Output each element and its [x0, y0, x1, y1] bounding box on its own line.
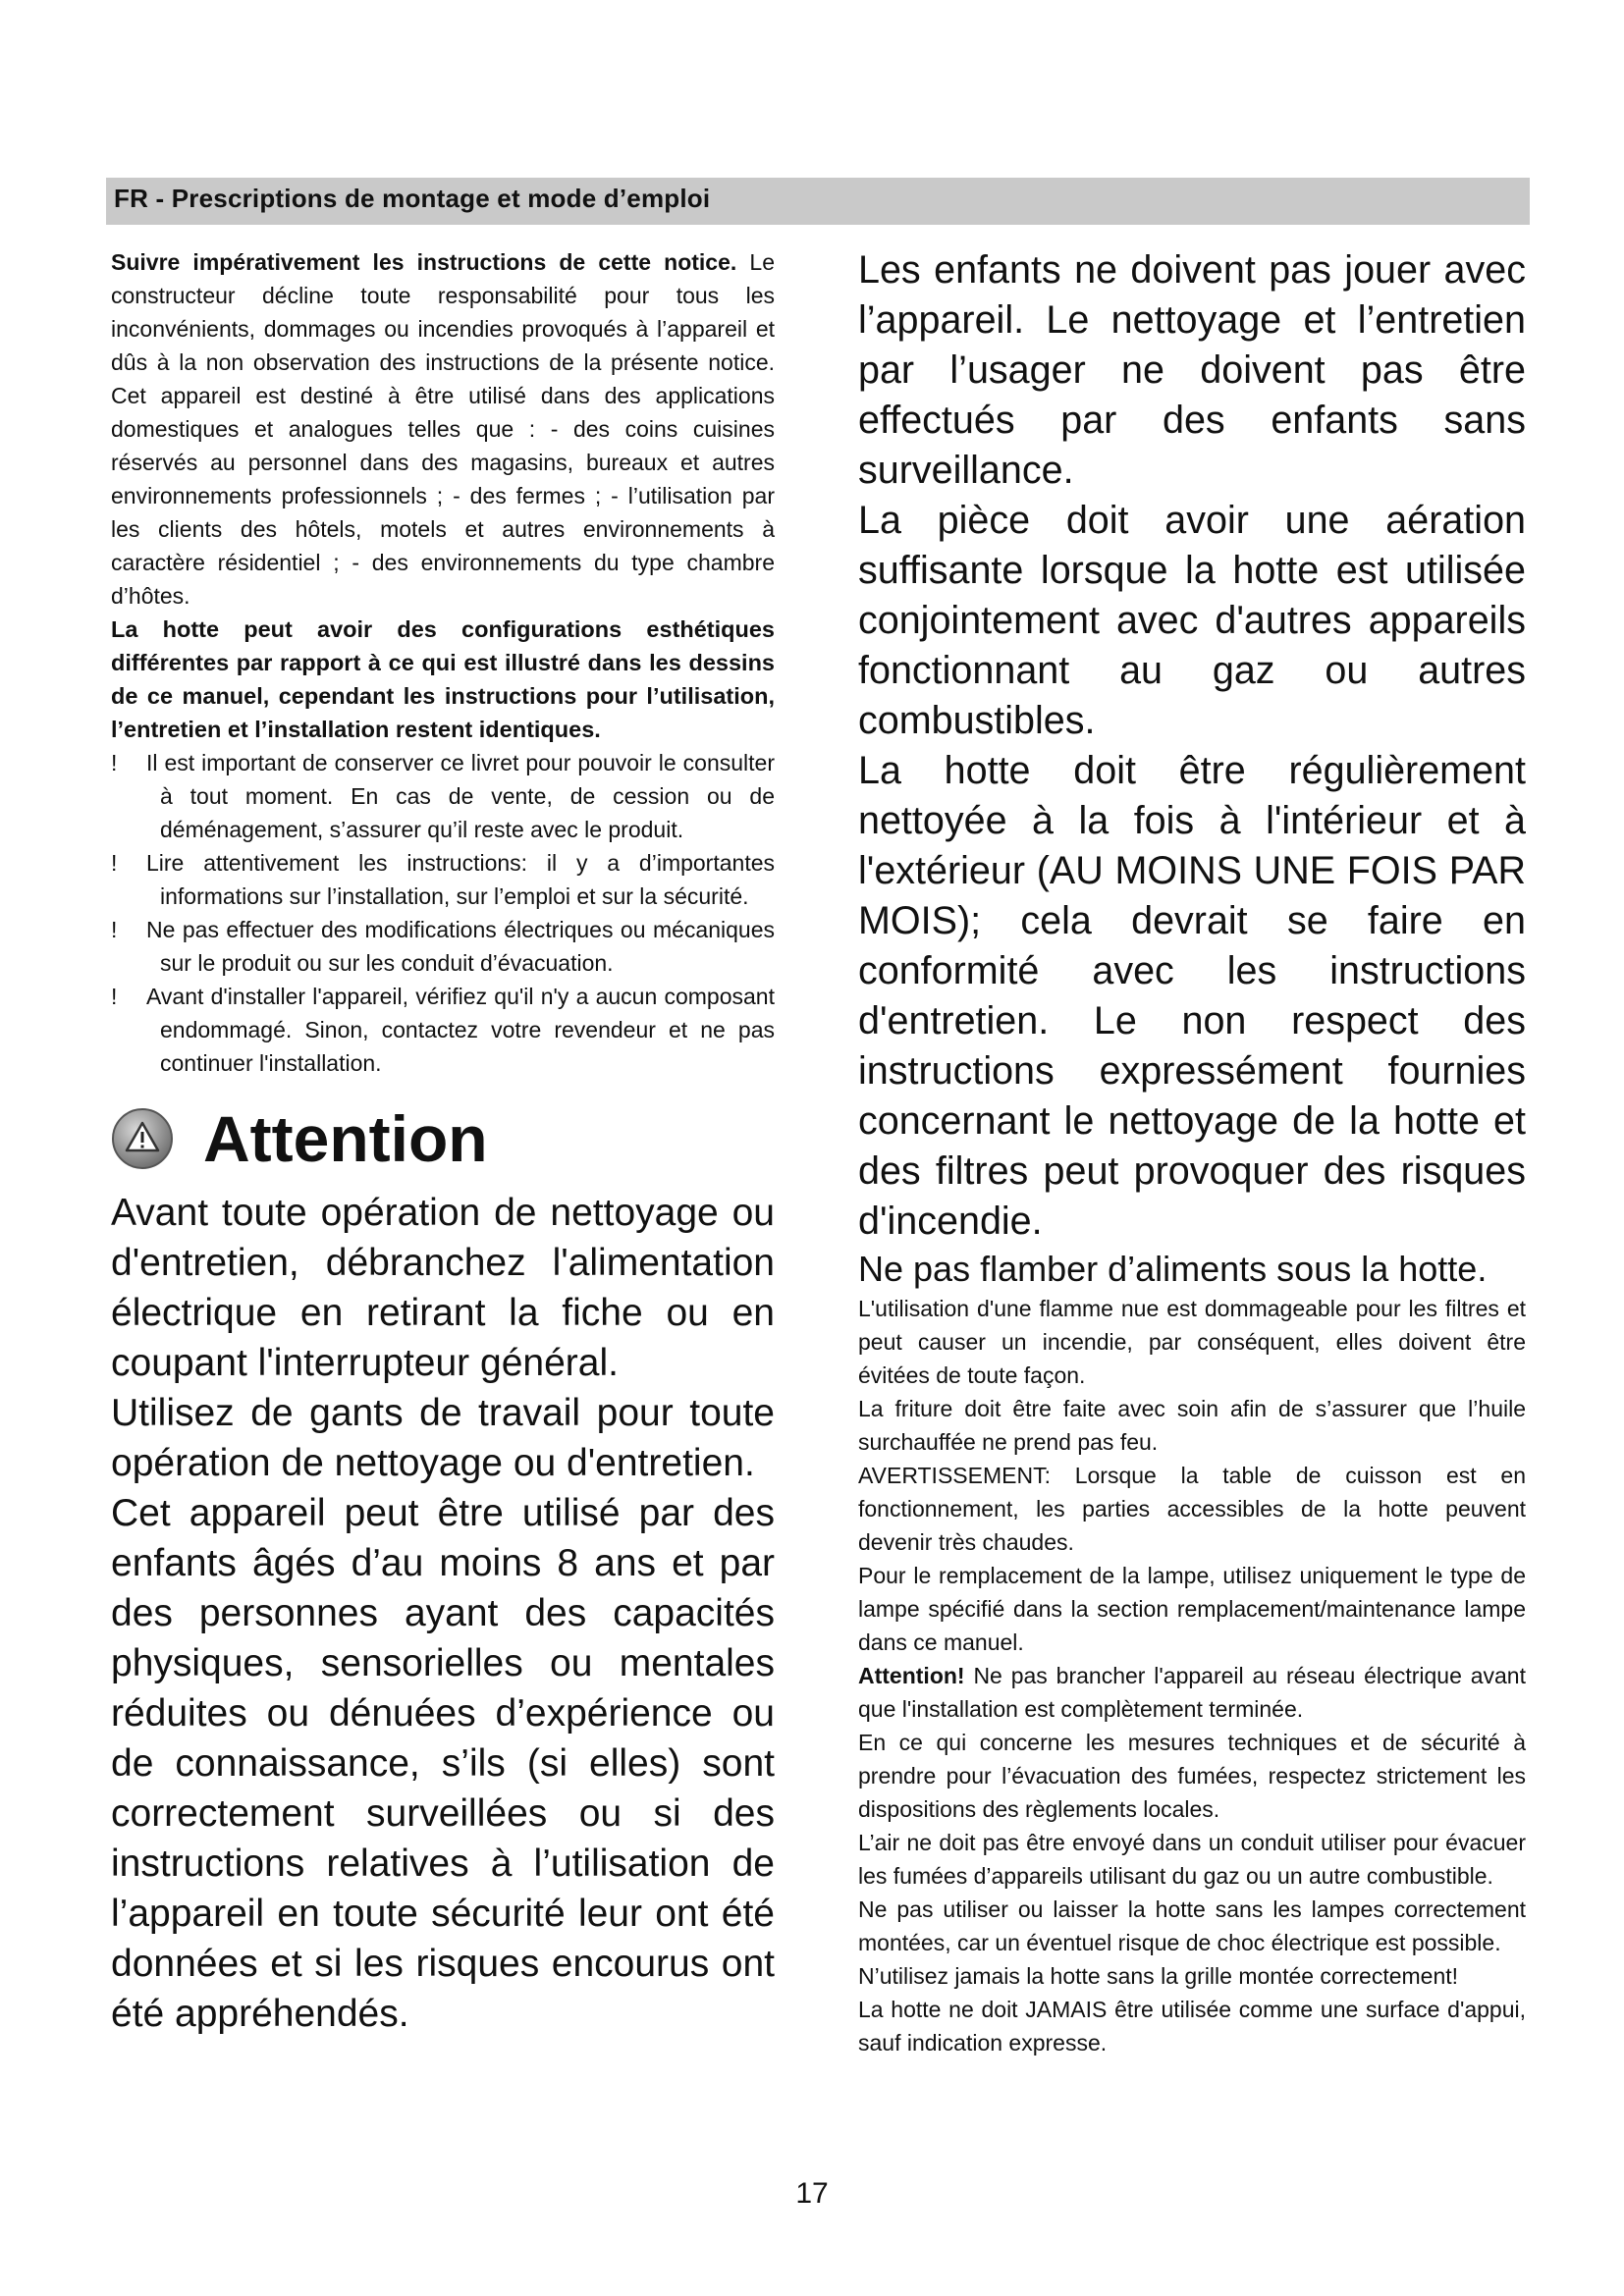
small-paragraph: N’utilisez jamais la hotte sans la grille montée correctement!	[858, 1963, 1459, 1989]
big-paragraph: La hotte doit être régulièrement nettoyée à la fois à l'intérieur et à l'extérieur (AU MOINS UNE FOIS PAR MOIS); cela devrait se faire en conformité avec les instructions d'entretien. Le non respect des instructions expressément fournies concernant le nettoyage de la hotte et des filtres peut provoquer des risques d'incendie.	[858, 749, 1526, 1243]
bullet-item	[111, 913, 775, 980]
bullet-item	[111, 980, 775, 1080]
bullet-text: Ne pas effectuer des modifications électriques ou mécaniques sur le produit ou sur les conduit d’évacuation.	[146, 917, 775, 976]
section-title: FR - Prescriptions de montage et mode d’emploi	[114, 184, 711, 213]
bullet-mark: !	[111, 850, 118, 876]
bullet-text: Avant d'installer l'appareil, vérifiez qu'il n'y a aucun composant endommagé. Sinon, contactez votre revendeur et ne pas continuer l'installation.	[146, 984, 775, 1076]
small-paragraph: Ne pas utiliser ou laisser la hotte sans les lampes correctement montées, car un éventuel risque de choc électrique est possible.	[858, 1896, 1526, 1955]
bullet-item	[111, 846, 775, 913]
attention-paragraph	[858, 1659, 1526, 1726]
attention-heading	[111, 1090, 775, 1188]
intro-text: Le constructeur décline toute responsabilité pour tous les inconvénients, dommages ou incendies provoqués à l’appareil et dûs à la non observation des instructions de la présente notice. Cet appareil est destiné à être utilisé dans des applications domestiques et analogues telles que : - des coins cuisines réservés au personnel dans des magasins, bureaux et autres environnements professionnels ; - des fermes ; - l’utilisation par les clients des hôtels, motels et autres environnements à caractère résidentiel ; - des environnements du type chambre d’hôtes.	[111, 249, 775, 609]
small-paragraph: Pour le remplacement de la lampe, utilisez uniquement le type de lampe spécifié dans la section remplacement/maintenance lampe dans ce manuel.	[858, 1563, 1526, 1655]
config-paragraph: La hotte peut avoir des configurations esthétiques différentes par rapport à ce qui est illustré dans les dessins de ce manuel, cependant les instructions pour l’utilisation, l’entretien et l’installation restent identiques.	[111, 616, 775, 742]
bullet-mark: !	[111, 750, 118, 775]
warning-triangle-icon	[111, 1107, 174, 1170]
small-paragraph: La hotte ne doit JAMAIS être utilisée comme une surface d'appui, sauf indication expresse.	[858, 1997, 1526, 2056]
attention-text: Ne pas brancher l'appareil au réseau électrique avant que l'installation est complètement terminée.	[858, 1663, 1526, 1722]
small-paragraph: La friture doit être faite avec soin afin de s’assurer que l’huile surchauffée ne prend pas feu.	[858, 1396, 1526, 1455]
bullet-mark: !	[111, 984, 118, 1009]
bullet-text: Il est important de conserver ce livret pour pouvoir le consulter à tout moment. En cas de vente, de cession ou de déménagement, s’assurer qu’il reste avec le produit.	[146, 750, 775, 842]
big-paragraph: La pièce doit avoir une aération suffisante lorsque la hotte est utilisée conjointement avec d'autres appareils fonctionnant au gaz ou autres combustibles.	[858, 499, 1526, 742]
right-column	[858, 245, 1526, 2059]
big-paragraph: Les enfants ne doivent pas jouer avec l’appareil. Le nettoyage et l’entretien par l’usager ne doivent pas être effectués par des enfants sans surveillance.	[858, 248, 1526, 492]
big-paragraph: Cet appareil peut être utilisé par des enfants âgés d’au moins 8 ans et par des personnes ayant des capacités physiques, sensorielles ou mentales réduites ou dénuées d’expérience ou de connaissance, s’ils (si elles) sont correctement surveillées ou si des instructions relatives à l’utilisation de l’appareil en toute sécurité leur ont été données et si les risques encourus ont été appréhendés.	[111, 1492, 775, 2035]
section-header	[106, 178, 1530, 225]
bullet-item	[111, 746, 775, 846]
page-number: 17	[795, 2177, 829, 2210]
big-paragraph: Utilisez de gants de travail pour toute opération de nettoyage ou d'entretien.	[111, 1392, 775, 1484]
bullet-text: Lire attentivement les instructions: il y a d’importantes informations sur l’installation, sur l’emploi et sur la sécurité.	[146, 850, 775, 909]
small-paragraph: AVERTISSEMENT: Lorsque la table de cuisson est en fonctionnement, les parties accessibles de la hotte peuvent devenir très chaudes.	[858, 1463, 1526, 1555]
intro-bold: Suivre impérativement les instructions de cette notice.	[111, 249, 737, 275]
flambe-heading: Ne pas flamber d’aliments sous la hotte.	[858, 1249, 1488, 1289]
small-paragraph: En ce qui concerne les mesures techniques et de sécurité à prendre pour l’évacuation des fumées, respectez strictement les dispositions des règlements locales.	[858, 1730, 1526, 1822]
attention-bold: Attention!	[858, 1663, 965, 1688]
left-column	[111, 245, 775, 2039]
small-paragraph: L’air ne doit pas être envoyé dans un conduit utiliser pour évacuer les fumées d’appareils utilisant du gaz ou un autre combustible.	[858, 1830, 1526, 1889]
bullet-mark: !	[111, 917, 118, 942]
small-paragraph: L'utilisation d'une flamme nue est dommageable pour les filtres et peut causer un incendie, par conséquent, elles doivent être évitées de toute façon.	[858, 1296, 1526, 1388]
attention-title: Attention	[203, 1102, 488, 1175]
intro-paragraph	[111, 245, 775, 613]
big-paragraph: Avant toute opération de nettoyage ou d'entretien, débranchez l'alimentation électrique en retirant la fiche ou en coupant l'interrupteur général.	[111, 1192, 775, 1384]
